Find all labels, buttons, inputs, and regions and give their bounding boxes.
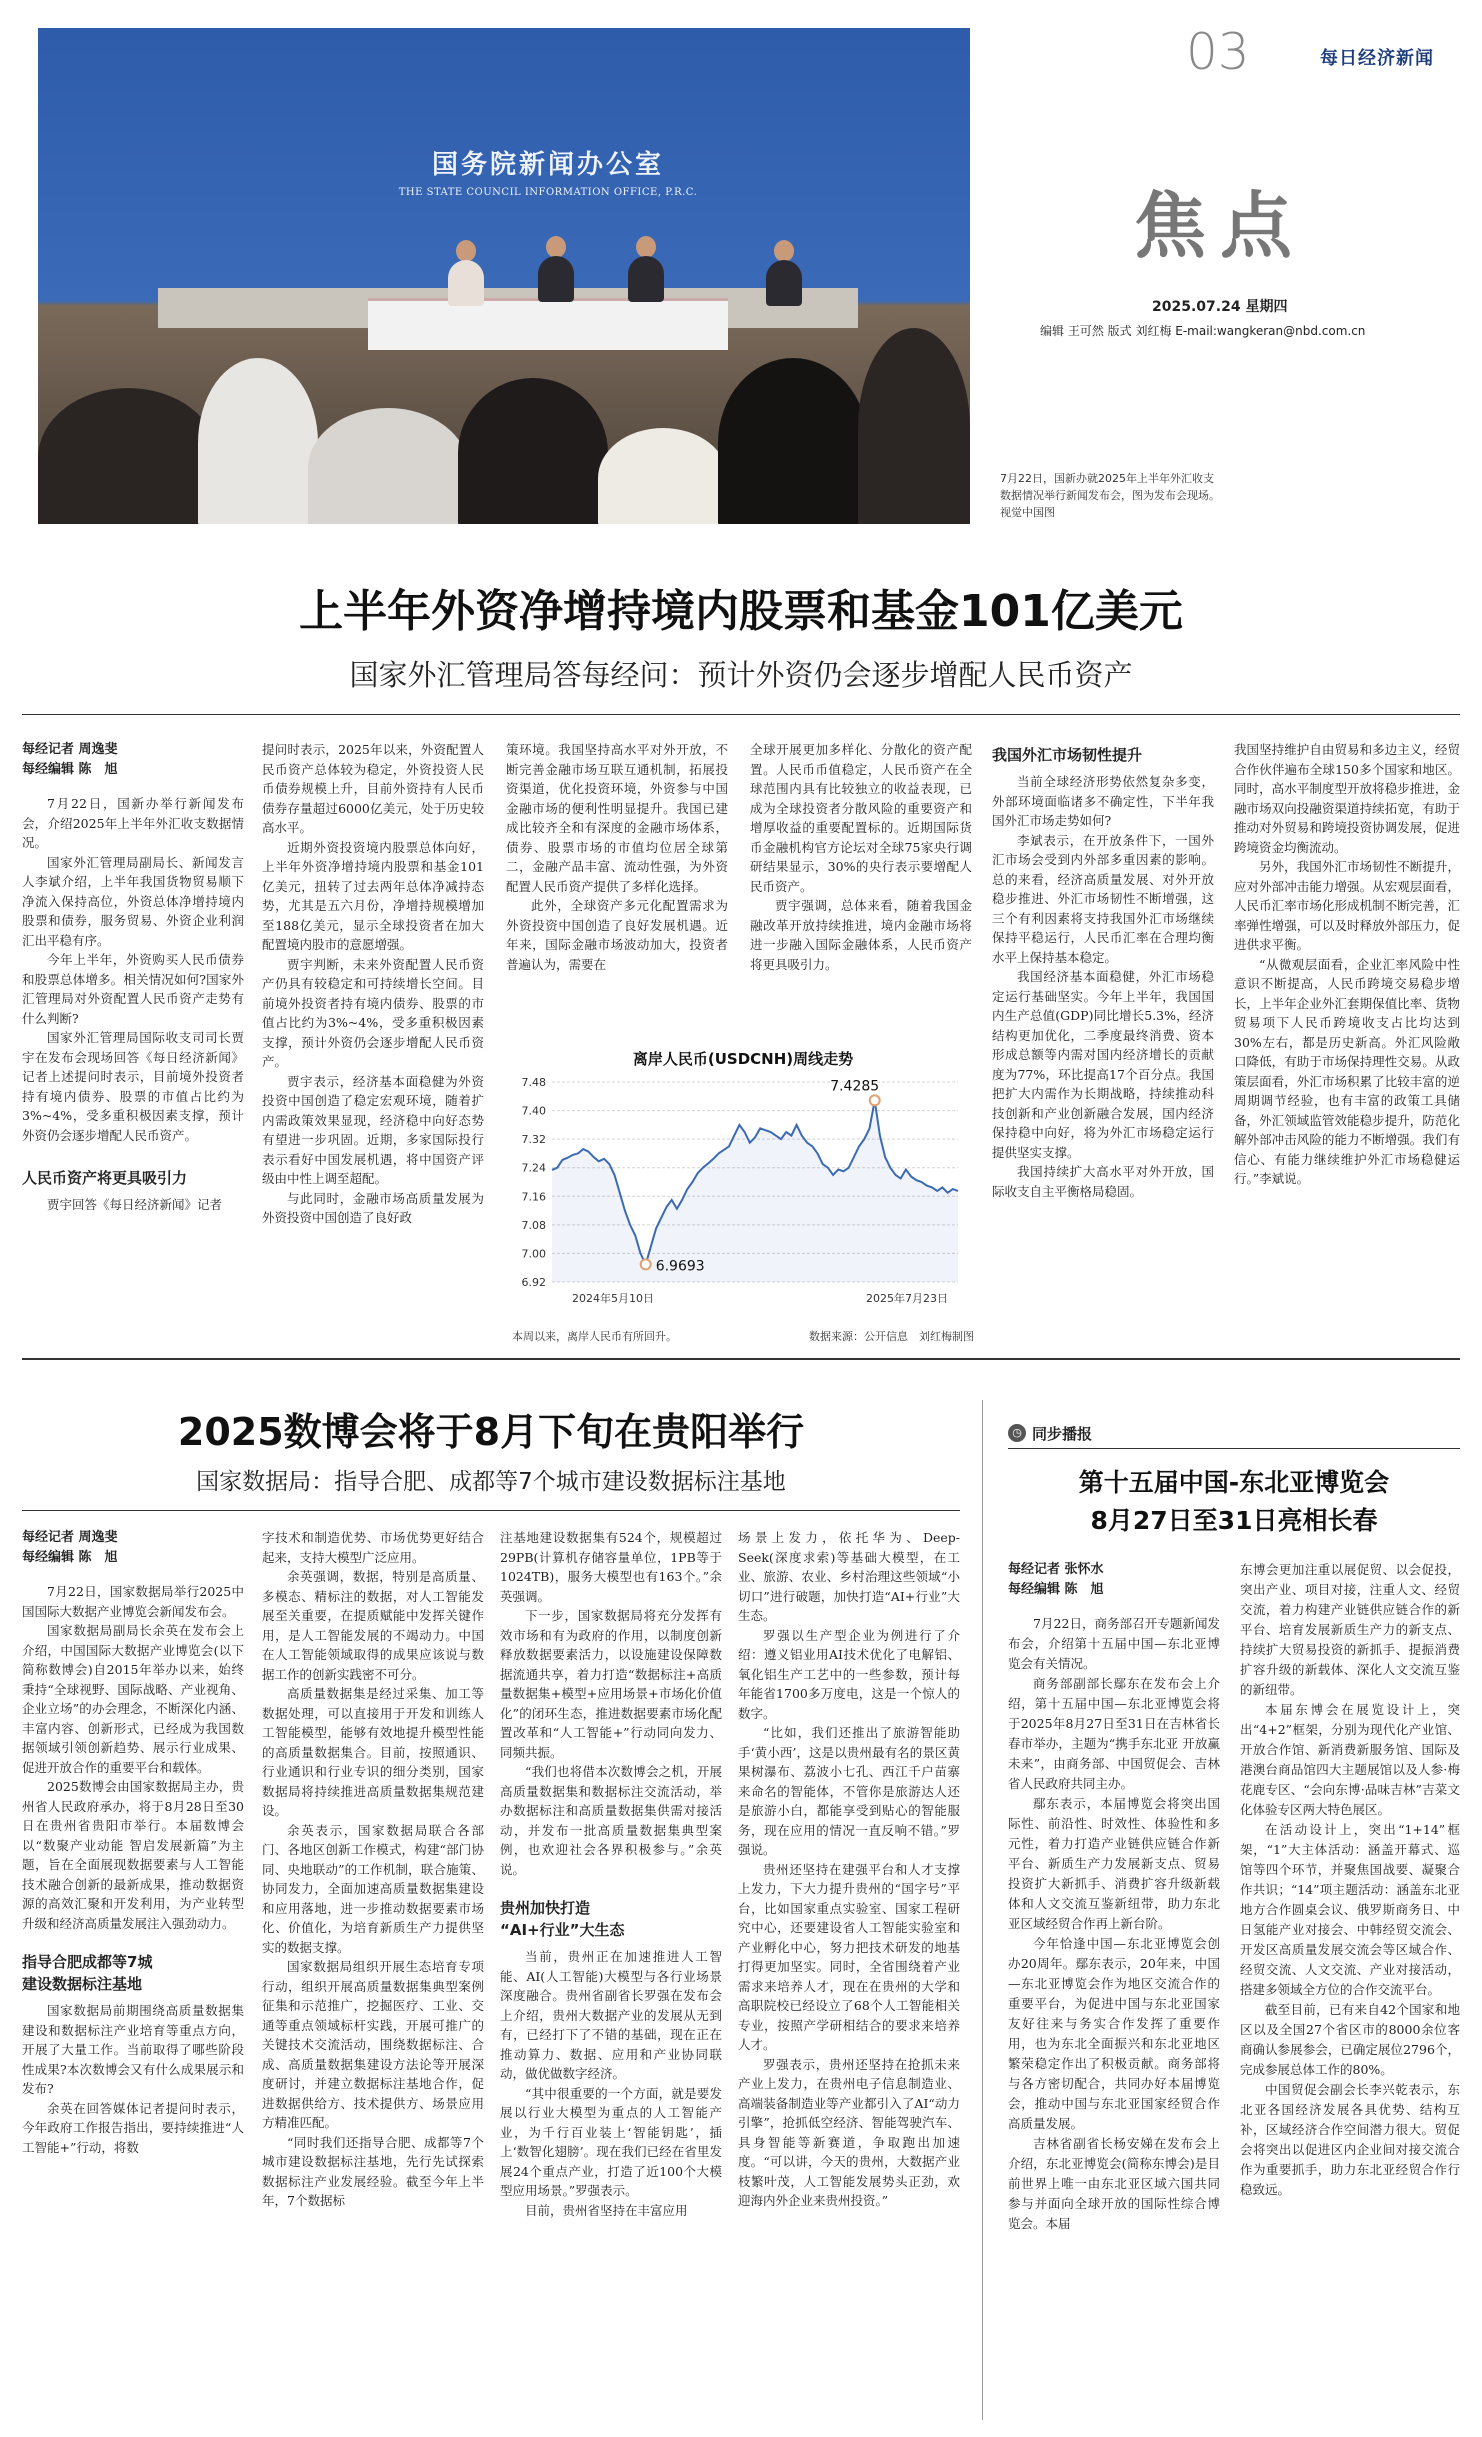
chart-plot (508, 1072, 978, 1332)
chart-source: 数据来源：公开信息 刘红梅制图 (809, 1330, 974, 1343)
extreme-marker (641, 1259, 651, 1269)
x-end-label: 2025年7月23日 (866, 1292, 948, 1305)
article2-col4 (738, 1528, 960, 2428)
paragraph: 目前，贵州省坚持在丰富应用 (525, 2202, 688, 2218)
paragraph: 2025数博会由国家数据局主办，贵州省人民政府承办，将于8月28日至30日在贵州省贵阳市举行。本届数博会以“数聚产业动能 智启发展新篇”为主题，旨在全面展现数据要素与人工智能技术融合创新的最新成果，推动数据资源的高效汇聚和开发利用，为产业转型升级和经济高质量发展注入强劲动力。 (22, 1779, 244, 1931)
banner-en: THE STATE COUNCIL INFORMATION OFFICE, P.R.C. (398, 187, 698, 198)
paragraph: 本届东博会在展览设计上，突出“4+2”框架，分别为现代化产业馆、开放合作馆、新消费新服务馆、国际及港澳台商品馆四大主题展馆以及人参·梅花鹿专区、“会向东博·品味吉林”吉菜文化体验专区两大特色展区。 (1240, 1702, 1460, 1817)
paragraph: 商务部副部长鄢东在发布会上介绍，第十五届中国—东北亚博览会将于2025年8月27日至31日在吉林省长春市举办，主题为“携手东北亚 开放赢未来”，由商务部、中国贸促会、吉林省人民政府共同主办。 (1008, 1676, 1220, 1791)
paragraph: 我国坚持维护自由贸易和多边主义，经贸合作伙伴遍布全球150多个国家和地区。同时，高水平制度型开放将稳步推进，金融市场双向投融资渠道持续拓宽，有助于推动对外贸易和跨境投资协调发展，促进跨境资金均衡流动。 (1234, 742, 1460, 855)
paragraph: 国家数据局副局长余英在发布会上介绍，中国国际大数据产业博览会(以下简称数博会)自2015年举办以来，始终秉持“全球视野、国际战略、产业视角、企业立场”的办会理念，不断深化内涵、丰富内容、创新形式，已经成为我国数据领域引领创新趋势、展示行业成果、促进开放合作的重要平台和载体。 (22, 1623, 244, 1775)
paragraph: 在活动设计上，突出“1+14”框架，“1”大主体活动：涵盖开幕式、巡馆等四个环节，并聚焦国战要、凝聚合作共识；“14”项主题活动：涵盖东北亚地方合作圆桌会议、俄罗斯商务日、中日氢能产业对接会、中韩经贸交流会、开发区高质量发展交流会等区域合作、经贸交流、人文交流、产业对接活动，搭建多领域全方位的合作交流平台。 (1240, 1822, 1460, 1997)
paragraph: “同时我们还指导合肥、成都等7个城市建设数据标注基地，先行先试探索数据标注产业发展经验。截至今年上半年，7个数据标 (262, 2134, 484, 2208)
paragraph: 东博会更加注重以展促贸、以会促投，突出产业、项目对接，注重人文、经贸交流，着力构建产业链供应链合作的新平台、培育发展新质生产力的新支点、持续扩大贸易投资的新抓手、提振消费扩容升级的新载体、深化人文交流互鉴的新纽带。 (1240, 1562, 1460, 1697)
reporter-byline: 每经记者 周逸斐 (22, 742, 118, 757)
paragraph: 7月22日，商务部召开专题新闻发布会，介绍第十五届中国—东北亚博览会有关情况。 (1008, 1616, 1220, 1671)
paragraph: “其中很重要的一个方面，就是要发展以行业大模型为重点的人工智能产业，为千行百业装上‘智能钥匙’，插上‘数智化翅膀’。现在我们已经在省里发展24个重点产业，打造了近100个大模型应用场景。”罗强表示。 (500, 2085, 722, 2198)
paragraph: 策环境。我国坚持高水平对外开放，不断完善金融市场互联互通机制，拓展投资渠道，优化投资环境，外资参与中国金融市场的便利性明显提升。我国已建成比较齐全和有深度的金融市场体系，债券、股票市场的市值均位居全球第二，金融产品丰富、流动性强，为外资配置人民币资产提供了多样化选择。 (506, 742, 728, 894)
paragraph: 注基地建设数据集有524个，规模超过29PB(计算机存储容量单位，1PB等于1024TB)，服务大模型也有163个。”余英强调。 (500, 1530, 722, 1604)
paragraph: 罗强表示，贵州还坚持在抢抓未来产业上发力，在贵州电子信息制造业、高端装备制造业等产业都引入了AI“动力引擎”，抢抓低空经济、智能驾驶汽车、具身智能等新赛道，争取跑出加速度。“可以讲，今天的贵州，大数据产业枝繁叶茂，人工智能发展势头正劲，欢迎海内外企业来贵州投资。” (738, 2056, 960, 2208)
audience (458, 378, 608, 524)
audience (718, 358, 868, 524)
audience (308, 408, 468, 524)
extreme-marker (870, 1095, 880, 1105)
paragraph: 李斌表示，在开放条件下，一国外汇市场会受到内外部多重因素的影响。总的来看，经济高质量发展、对外开放稳步推进、外汇市场韧性不断增强，这三个有利因素将支持我国外汇市场继续保持平稳运行，人民币汇率在合理均衡水平上保持基本稳定。 (992, 832, 1214, 965)
photo-caption: 7月22日，国新办就2025年上半年外汇收支数据情况举行新闻发布会，图为发布会现场。 视觉中国图 (1000, 472, 1226, 519)
audience (198, 358, 318, 524)
paragraph: 贵州还坚持在建强平台和人才支撑上发力，下大力提升贵州的“国字号”平台，比如国家重点实验室、国家工程研究中心，还要建设省人工智能实验室和产业孵化中心，努力把技术研发的地基打得更加坚实。同时，全省围绕着产业需求来培养人才，现在在贵州的大学和高职院校已经设立了68个人工智能相关专业，按照产学研相结合的要求来培养人才。 (738, 1861, 960, 2052)
usdcnh-chart (508, 1048, 978, 1348)
paragraph: 今年上半年，外资购买人民币债券和股票总体增多。相关情况如何?国家外汇管理局对外资配置人民币资产走势有什么判断? (22, 952, 244, 1026)
paragraph: 提问时表示，2025年以来，外资配置人民币资产总体较为稳定，外资投资人民币债券规模上升，目前外资持有人民币债券存量超过6000亿美元，处于历史较高水平。 (262, 742, 484, 835)
sync-headline-line1: 第十五届中国-东北亚博览会 (1078, 1468, 1390, 1497)
y-tick-label: 7.16 (521, 1190, 546, 1204)
y-tick-label: 7.24 (521, 1161, 546, 1175)
speaker-head (546, 236, 566, 258)
y-tick-label: 7.48 (521, 1076, 546, 1089)
paragraph: 国家外汇管理局国际收支司司长贾宇在发布会现场回答《每日经济新闻》记者上述提问时表示，目前境外投资者持有境内债券、股票的市值占比约为3%~4%，受多重积极因素支撑，预计外资仍会逐步增配人民币资产。 (22, 1030, 244, 1143)
extreme-label: 7.4285 (830, 1078, 880, 1095)
editor-credits: 编辑 王可然 版式 刘红梅 E-mail:wangkeran@nbd.com.cn (1040, 324, 1366, 338)
paragraph: 贾宇回答《每日经济新闻》记者 (47, 1197, 223, 1212)
article2-col3 (500, 1528, 722, 2428)
section-subhead: 我国外汇市场韧性提升 (992, 746, 1143, 764)
speaker (538, 256, 574, 302)
paragraph: 7月22日，国家数据局举行2025中国国际大数据产业博览会新闻发布会。 (22, 1584, 244, 1619)
paragraph: 吉林省副省长杨安娣在发布会上介绍，东北亚博览会(简称东博会)是目前世界上唯一由东北亚区域六国共同参与并面向全球开放的国际性综合博览会。本届 (1008, 2136, 1220, 2231)
audience (38, 388, 218, 524)
paragraph: 字技术和制造优势、市场优势更好结合起来，支持大模型广泛应用。 (262, 1530, 484, 1565)
article1-headline: 上半年外资净增持境内股票和基金101亿美元 (299, 586, 1183, 637)
article1-col6 (1234, 740, 1460, 1360)
editor-byline: 每经编辑 陈 旭 (1008, 1582, 1104, 1597)
sync-headline-line2: 8月27日至31日亮相长春 (1090, 1506, 1378, 1535)
paragraph: 今年恰逢中国—东北亚博览会创办20周年。鄢东表示，20年来，中国—东北亚博览会作为地区交流合作的重要平台，为促进中国与东北亚国家友好往来与务实合作发挥了重要作用，也为东北全面振兴和东北亚地区繁荣稳定作出了积极贡献。商务部将与各方密切配合，共同办好本届博览会，推动中国与东北亚国家经贸合作高质量发展。 (1008, 1936, 1220, 2131)
chart-title: 离岸人民币(USDCNH)周线走势 (632, 1050, 854, 1068)
editor-byline: 每经编辑 陈 旭 (22, 1550, 118, 1565)
paragraph: 鄢东表示，本届博览会将突出国际性、前沿性、时效性、体验性和多元性，着力打造产业链供应链合作新平台、新质生产力发展新支点、贸易投资扩大新抓手、消费扩容升级新载体和人文交流互鉴新纽带，助力东北亚区域经贸合作再上新台阶。 (1008, 1796, 1220, 1931)
editor-byline: 每经编辑 陈 旭 (22, 762, 118, 777)
sync-tag (1008, 1420, 1092, 1446)
y-tick-label: 7.40 (521, 1104, 546, 1118)
paragraph: 我国经济基本面稳健，外汇市场稳定运行基础坚实。今年上半年，我国国内生产总值(GDP)同比增长5.3%，经济结构更加优化，二季度最终消费、资本形成总额等内需对国内经济增长的贡献度为77%，环比提高17个百分点。我国把扩大内需作为长期战略，持续推动科技创新和产业创新融合发展，国内经济保持稳中向好，将为外汇市场稳定运行提供坚实支撑。 (992, 969, 1214, 1160)
photo-banner (338, 144, 758, 198)
y-tick-label: 7.00 (521, 1247, 546, 1261)
rule (1008, 1448, 1460, 1449)
press-conference-photo (38, 28, 970, 524)
paragraph: 当前全球经济形势依然复杂多变，外部环境面临诸多不确定性，下半年我国外汇市场走势如何? (992, 774, 1214, 828)
paragraph: 此外，全球资产多元化配置需求为外资投资中国创造了良好发展机遇。近年来，国际金融市场波动加大，投资者普遍认为，需要在 (506, 898, 728, 972)
article1-subheadline: 国家外汇管理局答每经问：预计外资仍会逐步增配人民币资产 (349, 658, 1133, 692)
y-tick-label: 7.08 (521, 1218, 546, 1232)
paragraph: 贾宇判断，未来外资配置人民币资产仍具有较稳定和可持续增长空间。目前境外投资者持有境内债券、股票的市值占比约为3%~4%，受多重积极因素支撑，预计外资仍会逐步增配人民币资产。 (262, 956, 484, 1069)
sync-icon: ◷ (1008, 1424, 1026, 1442)
sync-col2 (1240, 1560, 1460, 2420)
paragraph: 贾宇强调，总体来看，随着我国金融改革开放持续推进，境内金融市场将进一步融入国际金融体系，人民币资产将更具吸引力。 (750, 898, 972, 972)
audience (598, 428, 728, 524)
speaker-head (456, 240, 476, 262)
series-area (552, 1100, 958, 1282)
x-start-label: 2024年5月10日 (572, 1292, 654, 1305)
paragraph: 当前，贵州正在加速推进人工智能、AI(人工智能)大模型与各行业场景深度融合。贵州省副省长罗强在发布会上介绍，贵州大数据产业的发展从无到有，已经打下了不错的基础，现在正在推动算力、数据、应用和产业协同联动，做优做数字经济。 (500, 1949, 722, 2081)
paragraph: 余英在回答媒体记者提问时表示，今年政府工作报告指出，要持续推进“人工智能+”行动，将数 (22, 2100, 244, 2155)
section-divider (22, 1358, 1460, 1360)
rule (22, 714, 1460, 715)
banner-cn: 国务院新闻办公室 (431, 150, 664, 180)
speaker (628, 256, 664, 302)
paragraph: 余英表示，国家数据局联合各部门、各地区创新工作模式，构建“部门协同、央地联动”的工作机制，联合施策、协同发力，全面加速高质量数据集建设和应用落地，进一步推动数据要素市场化、价值化，为培育新质生产力提供坚实的数据支撑。 (262, 1822, 484, 1955)
y-tick-label: 7.32 (521, 1133, 546, 1147)
paragraph: 国家数据局组织开展生态培育专项行动，组织开展高质量数据集典型案例征集和示范推广，挖掘医疗、工业、交通等重点领域标杆实践，开展可推广的关键技术交流活动，围绕数据标注、合成、高质量数据集建设方法论等开展深度研讨，并建立数据标注基地合作，促进数据供给方、技术提供方、场景应用方精准匹配。 (262, 1959, 484, 2130)
paragraph: 贾宇表示，经济基本面稳健为外资投资中国创造了稳定宏观环境，随着扩内需政策效果显现，经济稳中向好态势有望进一步巩固。近期，多家国际投行表示看好中国发展机遇，将中国资产评级由中性上调至超配。 (262, 1073, 484, 1186)
section-subhead: 贵州加快打造 “AI+行业”大生态 (500, 1899, 625, 1939)
paragraph: 高质量数据集是经过采集、加工等数据处理，可以直接用于开发和训练人工智能模型，能够有效地提升模型性能的高质量数据集合。目前，按照通识、行业通识和行业专识的细分类别，国家数据局将持续推进高质量数据集规范建设。 (262, 1686, 484, 1818)
article2-col1 (22, 1528, 244, 2428)
speaker-head (636, 236, 656, 258)
paragraph: 7月22日，国新办举行新闻发布会，介绍2025年上半年外汇收支数据情况。 (22, 796, 244, 850)
reporter-byline: 每经记者 周逸斐 (22, 1530, 118, 1545)
paragraph: 罗强以生产型企业为例进行了介绍：遵义铝业用AI技术优化了电解铝、氧化铝生产工艺中的一些参数，预计每年能省1700多万度电，这是一个惊人的数字。 (738, 1627, 960, 1721)
speaker-head (774, 240, 794, 262)
article1-col4 (750, 740, 972, 1040)
article1-col3 (506, 740, 728, 1040)
paper-name: 每日经济新闻 (1320, 48, 1434, 69)
paragraph: 余英强调，数据，特别是高质量、多模态、精标注的数据，对人工智能发展至关重要，在提质赋能中发挥关键作用，是人工智能发展的不竭动力。中国在人工智能领域取得的成果应该说与数据工作的创新实践密不可分。 (262, 1569, 484, 1682)
paragraph: 中国贸促会副会长李兴乾表示，东北亚各国经济发展各具优势、结构互补，区域经济合作空间潜力很大。贸促会将突出以促进区内企业间对接交流合作为重要抓手，助力东北亚经贸合作行稳致远。 (1240, 2082, 1460, 2197)
speaker (448, 260, 484, 306)
speaker-desk (368, 298, 728, 350)
paragraph: 与此同时，金融市场高质量发展为外资投资中国创造了良好政 (262, 1190, 484, 1225)
section-subhead: 指导合肥成都等7城 建设数据标注基地 (22, 1953, 153, 1993)
paragraph: “比如，我们还推出了旅游智能助手‘黄小西’，这是以贵州最有名的景区黄果树瀑布、荔波小七孔、西江千户苗寨来命名的智能体，不管你是旅游达人还是旅游小白，都能享受到贴心的智能服务，现在应用的情况一直反响不错。”罗强说。 (738, 1725, 960, 1857)
paragraph: “我们也将借本次数博会之机，开展高质量数据集和数据标注交流活动，举办数据标注和高质量数据集供需对接活动，并发布一批高质量数据集典型案例，也欢迎社会各界积极参与。”余英说。 (500, 1764, 722, 1877)
paragraph: 另外，我国外汇市场韧性不断提升，应对外部冲击能力增强。从宏观层面看，人民币汇率市场化形成机制不断完善，汇率弹性增强，可以及时释放外部压力，促进供求平衡。 (1234, 859, 1460, 952)
article2-headline: 2025数博会将于8月下旬在贵阳举行 (177, 1410, 805, 1454)
reporter-byline: 每经记者 张怀水 (1008, 1562, 1104, 1577)
section-subhead: 人民币资产将更具吸引力 (22, 1169, 188, 1187)
chart-note: 本周以来，离岸人民币有所回升。 (512, 1330, 677, 1343)
article1-col1 (22, 740, 244, 1360)
audience (858, 328, 970, 524)
article2-subheadline: 国家数据局：指导合肥、成都等7个城市建设数据标注基地 (196, 1469, 786, 1495)
column-divider (982, 1400, 983, 2420)
extreme-label: 6.9693 (655, 1258, 705, 1275)
paragraph: 国家数据局前期围绕高质量数据集建设和数据标注产业培育等重点方向，开展了大量工作。当前取得了哪些阶段性成果?本次数博会又有什么成果展示和发布? (22, 2003, 244, 2096)
sync-tag-label: 同步播报 (1032, 1424, 1093, 1443)
paragraph: 国家外汇管理局副局长、新闻发言人李斌介绍，上半年我国货物贸易顺下净流入保持高位，外资总体净增持境内股票和债券，服务贸易、外资企业利润汇出平稳有序。 (22, 854, 244, 948)
paragraph: 全球开展更加多样化、分散化的资产配置。人民币币值稳定，人民币资产在全球范围内具有比较独立的收益表现，已成为全球投资者分散风险的重要资产和增厚收益的重要配置标的。近期国际货币金融机构官方论坛对全球75家央行调研结果显示，30%的央行表示要增配人民币资产。 (750, 742, 972, 894)
article2-col2 (262, 1528, 484, 2428)
paragraph: 我国持续扩大高水平对外开放，国际收支自主平衡格局稳固。 (992, 1164, 1214, 1199)
article1-col2 (262, 740, 484, 1360)
rule (22, 1510, 960, 1511)
issue-date: 2025.07.24 星期四 (1152, 299, 1288, 315)
speaker (766, 260, 802, 306)
paragraph: 下一步，国家数据局将充分发挥有效市场和有为政府的作用，以制度创新释放数据要素活力，以设施建设保障数据流通共享，着力打造“数据标注+高质量数据集+模型+应用场景+市场化价值化”的闭环生态，推进数据要素市场化配置改革和“人工智能+”行动同向发力、同频共振。 (500, 1608, 722, 1760)
sync-col1 (1008, 1560, 1220, 2420)
paragraph: “从微观层面看，企业汇率风险中性意识不断提高，人民币跨境交易稳步增长，上半年企业外汇套期保值比率、货物贸易项下人民币跨境收支占比均达到30%左右，都是历史新高。外汇风险敞口降低，有助于市场保持理性交易。从政策层面看，外汇市场积累了比较丰富的逆周期调节经验，也有丰富的政策工具储备，外汇领域监管效能稳步提升，防范化解外部冲击风险的能力不断增强。我们有信心、有能力继续维护外汇市场稳健运行。”李斌说。 (1234, 956, 1460, 1186)
y-tick-label: 6.92 (521, 1276, 546, 1289)
paragraph: 近期外资投资境内股票总体向好，上半年外资净增持境内股票和基金101亿美元，扭转了过去两年总体净减持态势，尤其是五六月份，净增持规模增加至188亿美元，显示全球投资者在加大配置境内股市的意愿增强。 (262, 839, 484, 952)
section-title: 焦点 (1134, 184, 1307, 268)
paragraph: 截至目前，已有来自42个国家和地区以及全国27个省区市的8000余位客商确认参展参会，已确定展位2796个，完成参展总体工作的80%。 (1240, 2002, 1460, 2077)
paragraph: 场景上发力，依托华为、Deep-Seek(深度求索)等基础大模型，在工业、旅游、农业、乡村治理这些领域“小切口”进行破题，加快打造“AI+行业”大生态。 (738, 1530, 960, 1623)
article1-col5 (992, 744, 1214, 1364)
page-number: 03 (1186, 23, 1250, 81)
